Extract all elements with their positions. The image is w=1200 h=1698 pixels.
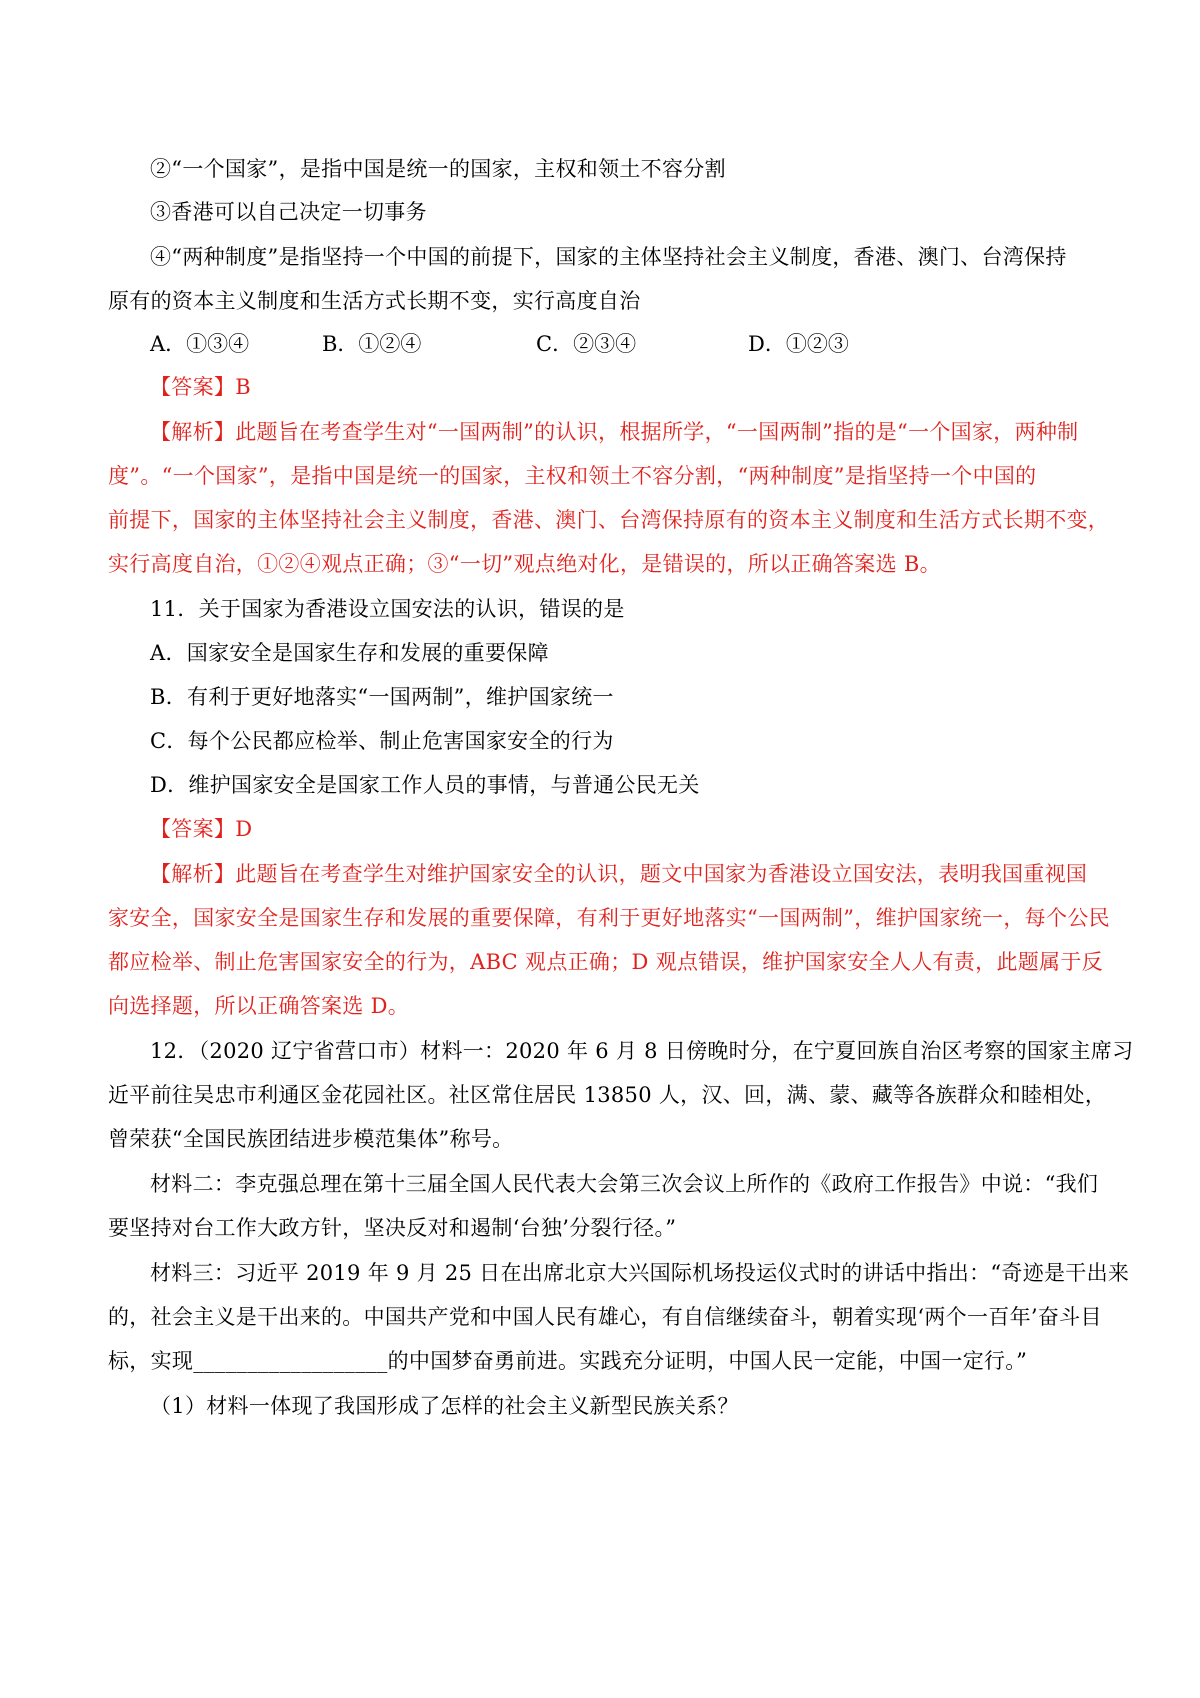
q12-material-3-line: 的，社会主义是干出来的。中国共产党和中国人民有雄心，有自信继续奋斗，朝着实现‘两个一百年’奋斗目 [108, 1305, 1102, 1329]
q10-option-c: C．②③④ [536, 332, 637, 356]
q10-analysis-line: 度”。“一个国家”，是指中国是统一的国家，主权和领土不容分割，“两种制度”是指坚持一个中国的 [108, 464, 1037, 488]
q10-option-d: D．①②③ [748, 332, 849, 356]
q12-material-2-line: 要坚持对台工作大政方针，坚决反对和遏制‘台独’分裂行径。” [108, 1216, 677, 1240]
q11-answer: 【答案】D [150, 817, 253, 841]
q12-subquestion-1: （1）材料一体现了我国形成了怎样的社会主义新型民族关系？ [150, 1394, 739, 1418]
q10-option-a: A．①③④ [150, 332, 250, 356]
q11-analysis-line: 都应检举、制止危害国家安全的行为，ABC 观点正确；D 观点错误，维护国家安全人人有责，此题属于反 [108, 950, 1103, 974]
q12-material-1-line: 12．（2020 辽宁省营口市）材料一：2020 年 6 月 8 日傍晚时分，在宁夏回族自治区考察的国家主席习 [150, 1039, 1134, 1063]
q11-option-d: D．维护国家安全是国家工作人员的事情，与普通公民无关 [150, 773, 700, 797]
q10-analysis-line: 【解析】此题旨在考查学生对“一国两制”的认识，根据所学，“一国两制”指的是“一个国家，两种制 [150, 420, 1079, 444]
q10-item-4-line-2: 原有的资本主义制度和生活方式长期不变，实行高度自治 [108, 289, 641, 313]
q11-option-b: B．有利于更好地落实“一国两制”，维护国家统一 [150, 685, 614, 709]
q10-item-3: ③香港可以自己决定一切事务 [150, 200, 427, 224]
q11-analysis-line: 家安全，国家安全是国家生存和发展的重要保障，有利于更好地落实“一国两制”，维护国家统一，每个公民 [108, 906, 1110, 930]
q12-material-3-line: 标，实现__________________的中国梦奋勇前进。实践充分证明，中国人民一定能，中国一定行。” [108, 1349, 1028, 1373]
q11-option-c: C．每个公民都应检举、制止危害国家安全的行为 [150, 729, 614, 753]
q10-option-b: B．①②④ [322, 332, 422, 356]
q12-material-3-line: 材料三：习近平 2019 年 9 月 25 日在出席北京大兴国际机场投运仪式时的讲话中指出：“奇迹是干出来 [150, 1261, 1130, 1285]
q11-option-a: A．国家安全是国家生存和发展的重要保障 [150, 641, 549, 665]
q10-item-2: ②“一个国家”，是指中国是统一的国家，主权和领土不容分割 [150, 157, 726, 181]
q12-material-1-line: 曾荣获“全国民族团结进步模范集体”称号。 [108, 1127, 514, 1151]
q12-material-2-line: 材料二：李克强总理在第十三届全国人民代表大会第三次会议上所作的《政府工作报告》中说：“我们 [150, 1172, 1099, 1196]
q10-answer: 【答案】B [150, 375, 251, 399]
q10-item-4-line-1: ④“两种制度”是指坚持一个中国的前提下，国家的主体坚持社会主义制度，香港、澳门、台湾保持 [150, 245, 1067, 269]
q10-analysis-line: 实行高度自治，①②④观点正确；③“一切”观点绝对化，是错误的，所以正确答案选 B。 [108, 552, 941, 576]
q11-stem: 11．关于国家为香港设立国安法的认识，错误的是 [150, 597, 625, 621]
q10-analysis-line: 前提下，国家的主体坚持社会主义制度，香港、澳门、台湾保持原有的资本主义制度和生活方式长期不变， [108, 508, 1110, 532]
q11-analysis-line: 向选择题，所以正确答案选 D。 [108, 994, 410, 1018]
q11-analysis-line: 【解析】此题旨在考查学生对维护国家安全的认识，题文中国家为香港设立国安法，表明我国重视国 [150, 862, 1088, 886]
q12-material-1-line: 近平前往吴忠市利通区金花园社区。社区常住居民 13850 人，汉、回，满、蒙、藏等各族群众和睦相处， [108, 1083, 1107, 1107]
